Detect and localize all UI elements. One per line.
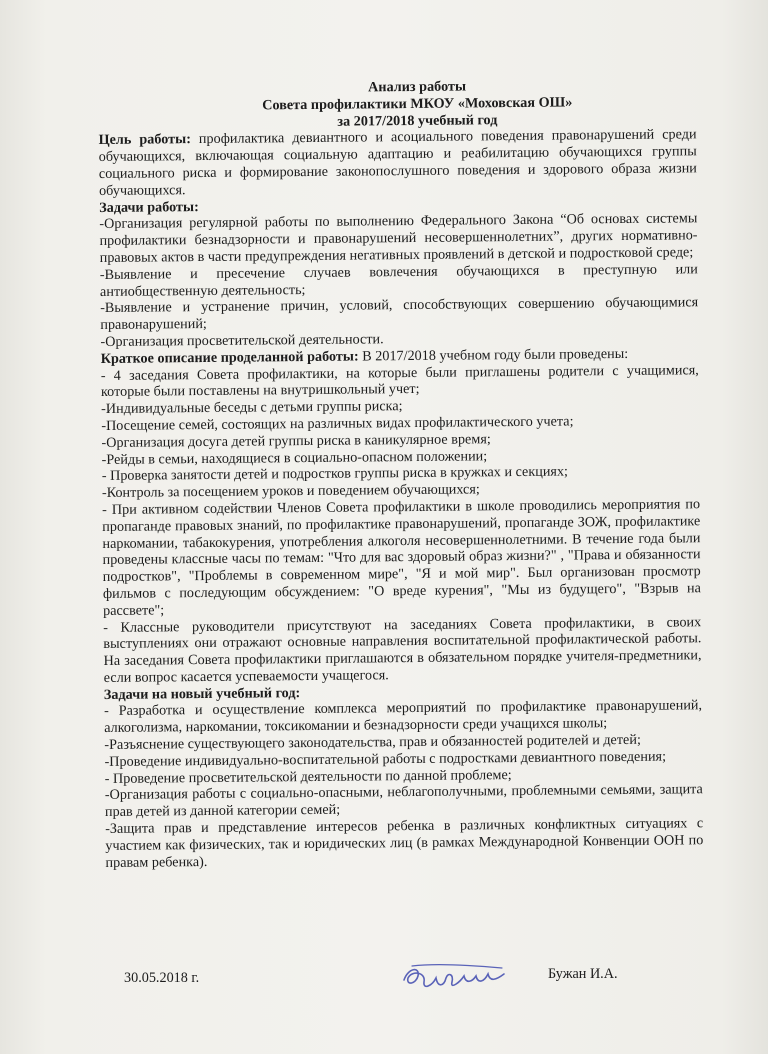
document-title-line-2: Совета профилактики МКОУ «Моховская ОШ» [262,94,573,114]
summary-item: -Индивидуальные беседы с детьми группы риска; [101,398,403,418]
summary-item: -Рейды в семьи, находящиеся в социально-опасном положении; [101,447,488,468]
new-task-item: -Разъяснение существующего законодательства, прав и обязанностей родителей и детей; [104,731,641,754]
summary-item: -Контроль за посещением уроков и поведением обучающихся; [101,481,480,502]
document-title-line-1: Анализ работы [368,78,467,96]
task-item: -Выявление и пресечение случаев вовлечения обучающихся в преступную или антиобщественную деятельность; [99,261,698,300]
goal-paragraph [98,127,697,200]
new-task-item: -Проведение индивидуально-воспитательной работы с подростками девиантного поведения; [104,748,667,770]
document-date: 30.05.2018 г. [124,970,200,986]
task-item: -Организация просветительской деятельности. [100,331,384,350]
summary-item: -Организация досуга детей группы риска в каникулярное время; [101,430,491,451]
goal-label: Цель работы: [98,131,191,149]
new-task-item: -Организация работы с социально-опасными, неблагополучными, проблемными семьями, защита прав детей из данной категории семей; [104,781,703,821]
document-body [98,76,704,871]
signature-row [0,960,768,1000]
new-task-item: - Проведение просветительской деятельности по данной проблеме; [104,766,512,787]
summary-item: - Проверка занятости детей и подростков группы риска в кружках и секциях; [101,463,569,485]
document-title-line-3: за 2017/2018 учебный год [337,111,498,130]
tasks-heading: Задачи работы: [99,198,199,216]
task-item: -Организация регулярной работы по выполнению Федерального Закона “Об основах системы профилактики безнадзорности и правонарушений несовершеннолетних”, других нормативно-правовых актов в части предупреждения негативных проявлений в детской и подростковой среде; [99,210,698,266]
new-task-item: -Защита прав и представление интересов ребенка в различных конфликтных ситуациях с участием как физических, так и юридических лиц (в рамках Международной Конвенции ООН по правам ребенка). [105,815,704,871]
summary-item: - Классные руководители присутствуют на заседаниях Совета профилактики, в своих выступлениях они отражают основные направления воспитательной профилактической работы. На заседания Совета профилактики приглашаются в обязательном порядке учителя-предметники, если вопрос касается успеваемости учащегося. [103,613,702,686]
new-task-item: - Разработка и осуществление комплекса мероприятий по профилактике правонарушений, алкоголизма, наркомании, токсикомании и безнадзорности среди учащихся школы; [103,697,703,737]
summary-item: -Посещение семей, состоящих на различных видах профилактического учета; [101,413,574,434]
signer-name: Бужан И.А. [548,966,618,982]
handwritten-signature [398,960,510,1000]
summary-item: - 4 заседания Совета профилактики, на которые были приглашены родители с учащимися, которые были поставлены на внутришкольный учет; [100,361,699,401]
task-item: -Выявление и устранение причин, условий, способствующих совершению обучающимися правонарушений; [100,294,699,334]
summary-label: Краткое описание проделанной работы: [100,348,359,367]
summary-intro: В 2017/2018 учебном году были проведены: [358,345,629,365]
summary-item: - При активном содействии Членов Совета профилактики в школе проводились мероприятия по пропаганде правовых знаний, по профилактике правонарушений, пропаганде ЗОЖ, профилактике наркомании, табакокурения, употребления алкоголя несовершеннолетними. В течение года были проведены классные часы по темам: "Что для вас здоровый образ жизни?" , "Права и обязанности подростков", "Проблемы в современном мире", "Я и мой мир". Был организован просмотр фильмов с последующим обсуждением: "О вреде курения", "Мы из будущего", "Взрыв на рассвете"; [102,496,701,619]
new-tasks-heading: Задачи на новый учебный год: [103,684,301,703]
goal-text: профилактика девиантного и асоциального поведения правонарушений среди обучающихся, включающая социальную адаптацию и реабилитацию обучающихся группы социального риска и формирование законопослушного поведения и здорового образа жизни обучающихся. [98,126,697,199]
